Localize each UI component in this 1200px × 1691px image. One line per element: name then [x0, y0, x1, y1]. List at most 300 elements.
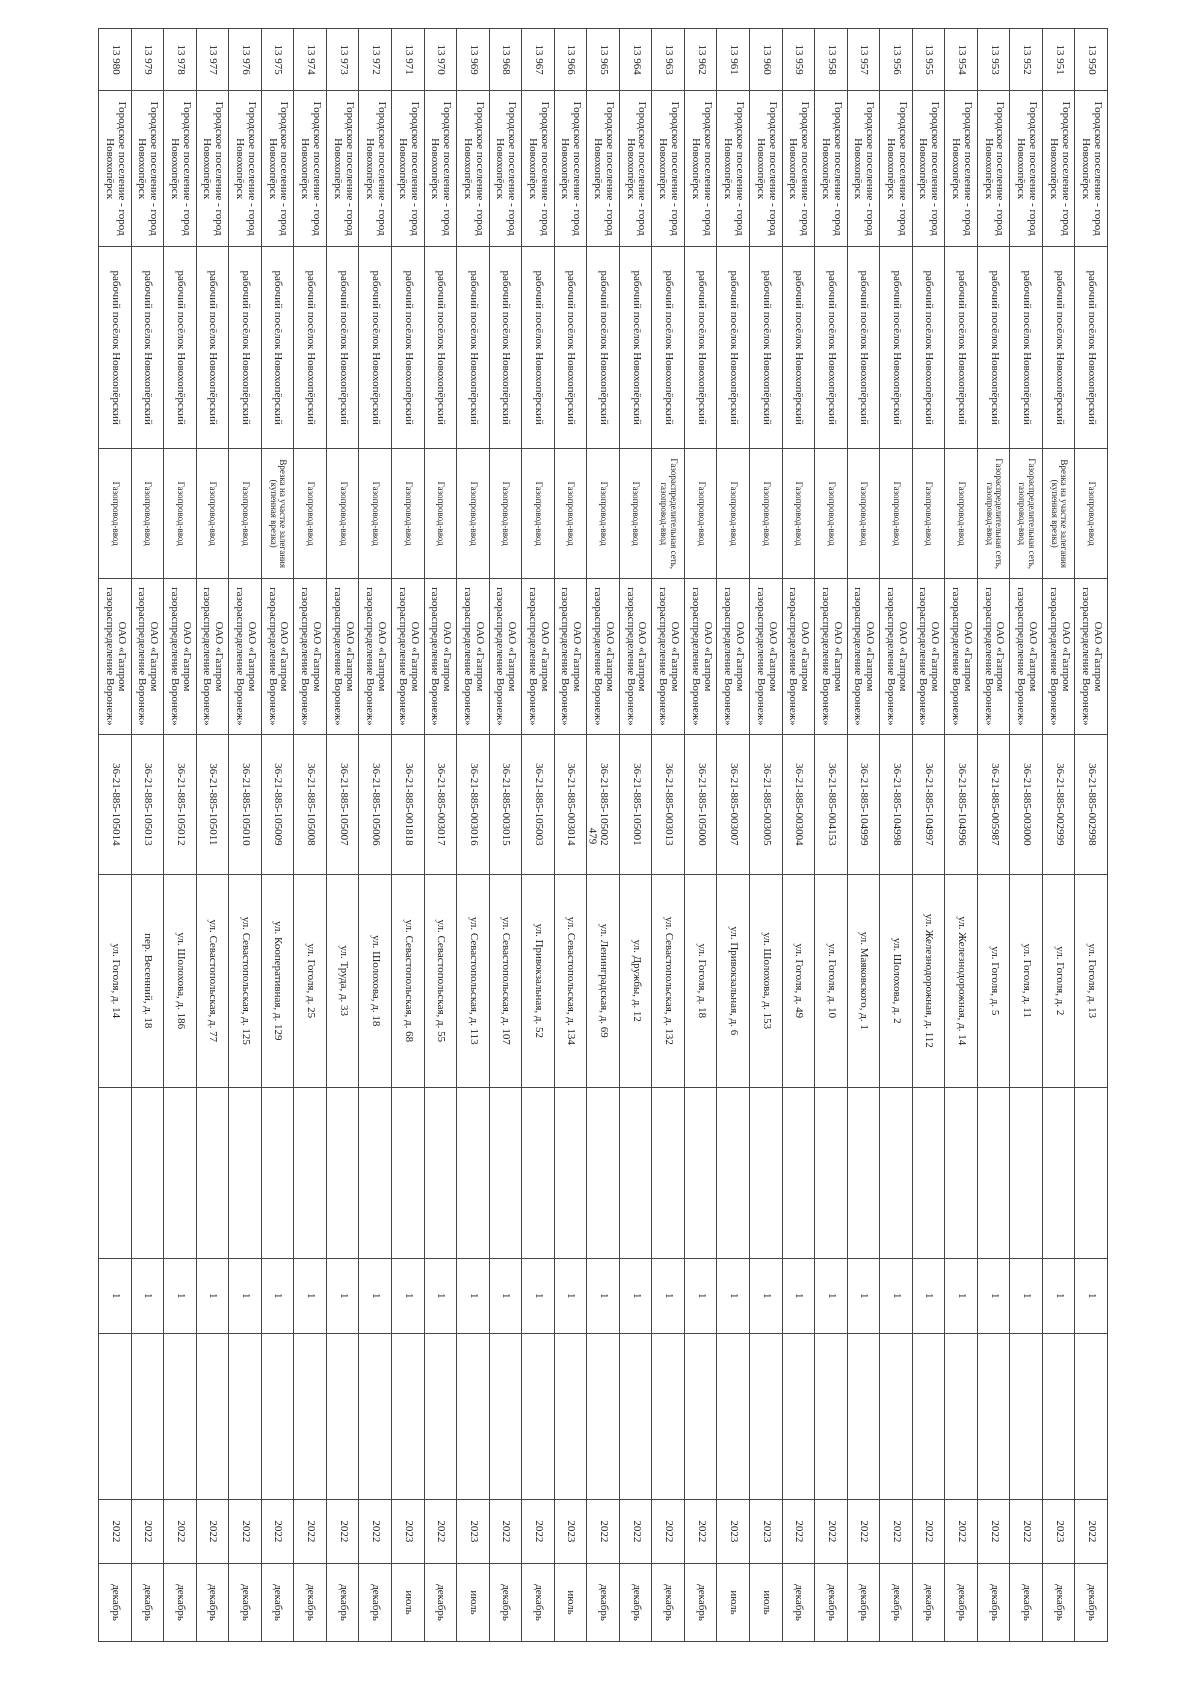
- empty-cell-1: [164, 1087, 197, 1258]
- address-cell: ул. Гоголя, д. 14: [99, 874, 132, 1087]
- settlement-cell: Городское поселение - город Новохопёрск: [782, 91, 815, 247]
- row-number: 13 974: [294, 29, 327, 91]
- table-row: [164, 29, 197, 1642]
- month-cell: декабрь: [782, 1564, 815, 1642]
- settlement-cell: Городское поселение - город Новохопёрск: [587, 91, 620, 247]
- table-row: [294, 29, 327, 1642]
- year-cell: 2023: [554, 1499, 587, 1563]
- locality-cell: рабочий посёлок Новохопёрский: [815, 246, 848, 448]
- row-number: 13 955: [912, 29, 945, 91]
- address-cell: ул. Гоголя, д. 2: [1042, 874, 1075, 1087]
- object-type-cell: Газопровод-ввод: [587, 449, 620, 579]
- table-row: [619, 29, 652, 1642]
- address-cell: ул. Гоголя, д. 5: [977, 874, 1010, 1087]
- table-row: [99, 29, 132, 1642]
- table-row: [815, 29, 848, 1642]
- row-number: 13 967: [522, 29, 555, 91]
- object-type-cell: Газопровод-ввод: [326, 449, 359, 579]
- address-cell: ул. Шолохова, д. 153: [749, 874, 782, 1087]
- address-cell: ул. Гоголя, д. 18: [684, 874, 717, 1087]
- month-cell: декабрь: [326, 1564, 359, 1642]
- empty-cell-2: [977, 1333, 1010, 1499]
- empty-cell-1: [196, 1087, 229, 1258]
- quantity-cell: 1: [294, 1258, 327, 1333]
- object-code-cell: 36-21-885-105013: [131, 734, 164, 874]
- row-number: 13 959: [782, 29, 815, 91]
- locality-cell: рабочий посёлок Новохопёрский: [782, 246, 815, 448]
- locality-cell: рабочий посёлок Новохопёрский: [652, 246, 685, 448]
- settlement-cell: Городское поселение - город Новохопёрск: [1010, 91, 1043, 247]
- year-cell: 2022: [652, 1499, 685, 1563]
- object-type-cell: Газопровод-ввод: [684, 449, 717, 579]
- month-cell: декабрь: [815, 1564, 848, 1642]
- year-cell: 2022: [294, 1499, 327, 1563]
- settlement-cell: Городское поселение - город Новохопёрск: [749, 91, 782, 247]
- empty-cell-2: [99, 1333, 132, 1499]
- object-type-cell: Газопровод-ввод: [749, 449, 782, 579]
- row-number: 13 961: [717, 29, 750, 91]
- table-row: [652, 29, 685, 1642]
- locality-cell: рабочий посёлок Новохопёрский: [587, 246, 620, 448]
- month-cell: декабрь: [359, 1564, 392, 1642]
- owner-cell: ОАО «Газпром газораспределение Воронеж»: [619, 579, 652, 735]
- row-number: 13 965: [587, 29, 620, 91]
- address-cell: ул. Труда, д. 33: [326, 874, 359, 1087]
- table-row: [912, 29, 945, 1642]
- row-number: 13 954: [945, 29, 978, 91]
- row-number: 13 976: [229, 29, 262, 91]
- table-row: [1075, 29, 1108, 1642]
- empty-cell-1: [587, 1087, 620, 1258]
- object-type-cell: Газопровод-ввод: [815, 449, 848, 579]
- quantity-cell: 1: [457, 1258, 490, 1333]
- table-row: [587, 29, 620, 1642]
- month-cell: декабрь: [1042, 1564, 1075, 1642]
- quantity-cell: 1: [196, 1258, 229, 1333]
- row-number: 13 963: [652, 29, 685, 91]
- owner-cell: ОАО «Газпром газораспределение Воронеж»: [782, 579, 815, 735]
- quantity-cell: 1: [489, 1258, 522, 1333]
- table-row: [261, 29, 294, 1642]
- month-cell: июль: [749, 1564, 782, 1642]
- owner-cell: ОАО «Газпром газораспределение Воронеж»: [359, 579, 392, 735]
- locality-cell: рабочий посёлок Новохопёрский: [131, 246, 164, 448]
- settlement-cell: Городское поселение - город Новохопёрск: [489, 91, 522, 247]
- locality-cell: рабочий посёлок Новохопёрский: [1010, 246, 1043, 448]
- settlement-cell: Городское поселение - город Новохопёрск: [880, 91, 913, 247]
- year-cell: 2022: [522, 1499, 555, 1563]
- settlement-cell: Городское поселение - город Новохопёрск: [164, 91, 197, 247]
- owner-cell: ОАО «Газпром газораспределение Воронеж»: [522, 579, 555, 735]
- empty-cell-2: [424, 1333, 457, 1499]
- month-cell: декабрь: [229, 1564, 262, 1642]
- empty-cell-2: [749, 1333, 782, 1499]
- month-cell: декабрь: [1010, 1564, 1043, 1642]
- object-type-cell: Газопровод-ввод: [131, 449, 164, 579]
- year-cell: 2022: [945, 1499, 978, 1563]
- quantity-cell: 1: [880, 1258, 913, 1333]
- empty-cell-1: [1010, 1087, 1043, 1258]
- object-type-cell: Газопровод-ввод: [945, 449, 978, 579]
- object-type-cell: Врезка на участке залегания (купенная врезка): [1042, 449, 1075, 579]
- owner-cell: ОАО «Газпром газораспределение Воронеж»: [99, 579, 132, 735]
- address-cell: ул. Севастопольская, д. 107: [489, 874, 522, 1087]
- quantity-cell: 1: [554, 1258, 587, 1333]
- owner-cell: ОАО «Газпром газораспределение Воронеж»: [391, 579, 424, 735]
- row-number: 13 971: [391, 29, 424, 91]
- registry-table: [98, 28, 1108, 1642]
- locality-cell: рабочий посёлок Новохопёрский: [619, 246, 652, 448]
- object-code-cell: 36-21-885-105010: [229, 734, 262, 874]
- quantity-cell: 1: [359, 1258, 392, 1333]
- locality-cell: рабочий посёлок Новохопёрский: [880, 246, 913, 448]
- empty-cell-2: [164, 1333, 197, 1499]
- settlement-cell: Городское поселение - город Новохопёрск: [424, 91, 457, 247]
- month-cell: декабрь: [587, 1564, 620, 1642]
- year-cell: 2022: [684, 1499, 717, 1563]
- empty-cell-2: [945, 1333, 978, 1499]
- month-cell: декабрь: [131, 1564, 164, 1642]
- object-code-cell: 36-21-885-105012: [164, 734, 197, 874]
- address-cell: ул. Гоголя, д. 49: [782, 874, 815, 1087]
- object-type-cell: Газопровод-ввод: [847, 449, 880, 579]
- quantity-cell: 1: [261, 1258, 294, 1333]
- owner-cell: ОАО «Газпром газораспределение Воронеж»: [880, 579, 913, 735]
- settlement-cell: Городское поселение - город Новохопёрск: [652, 91, 685, 247]
- object-type-cell: Газопровод-ввод: [359, 449, 392, 579]
- owner-cell: ОАО «Газпром газораспределение Воронеж»: [131, 579, 164, 735]
- empty-cell-1: [749, 1087, 782, 1258]
- object-code-cell: 36-21-885-003017: [424, 734, 457, 874]
- locality-cell: рабочий посёлок Новохопёрский: [684, 246, 717, 448]
- owner-cell: ОАО «Газпром газораспределение Воронеж»: [1010, 579, 1043, 735]
- settlement-cell: Городское поселение - город Новохопёрск: [522, 91, 555, 247]
- address-cell: ул. Привокзальная, д. 52: [522, 874, 555, 1087]
- empty-cell-1: [880, 1087, 913, 1258]
- table-row: [1010, 29, 1043, 1642]
- address-cell: ул. Гоголя, д. 11: [1010, 874, 1043, 1087]
- empty-cell-2: [391, 1333, 424, 1499]
- owner-cell: ОАО «Газпром газораспределение Воронеж»: [1042, 579, 1075, 735]
- table-row: [424, 29, 457, 1642]
- object-code-cell: 36-21-885-105014: [99, 734, 132, 874]
- year-cell: 2023: [1042, 1499, 1075, 1563]
- row-number: 13 958: [815, 29, 848, 91]
- address-cell: ул. Севастопольская, д. 55: [424, 874, 457, 1087]
- quantity-cell: 1: [229, 1258, 262, 1333]
- quantity-cell: 1: [782, 1258, 815, 1333]
- settlement-cell: Городское поселение - город Новохопёрск: [684, 91, 717, 247]
- empty-cell-2: [684, 1333, 717, 1499]
- year-cell: 2022: [131, 1499, 164, 1563]
- owner-cell: ОАО «Газпром газораспределение Воронеж»: [489, 579, 522, 735]
- address-cell: ул. Железнодорожная, д. 112: [912, 874, 945, 1087]
- empty-cell-1: [717, 1087, 750, 1258]
- object-code-cell: 36-21-885-003015: [489, 734, 522, 874]
- table-row: [977, 29, 1010, 1642]
- object-type-cell: Газопровод-ввод: [619, 449, 652, 579]
- object-code-cell: 36-21-885-003007: [717, 734, 750, 874]
- locality-cell: рабочий посёлок Новохопёрский: [749, 246, 782, 448]
- quantity-cell: 1: [326, 1258, 359, 1333]
- year-cell: 2022: [359, 1499, 392, 1563]
- object-code-cell: 36-21-885-105002: [587, 734, 620, 874]
- quantity-cell: 1: [652, 1258, 685, 1333]
- table-row: [457, 29, 490, 1642]
- object-type-cell: Газопровод-ввод: [457, 449, 490, 579]
- empty-cell-1: [1042, 1087, 1075, 1258]
- empty-cell-2: [522, 1333, 555, 1499]
- object-type-cell: Газопровод-ввод: [880, 449, 913, 579]
- address-cell: ул. Шолохова, д. 2: [880, 874, 913, 1087]
- settlement-cell: Городское поселение - город Новохопёрск: [847, 91, 880, 247]
- quantity-cell: 1: [977, 1258, 1010, 1333]
- settlement-cell: Городское поселение - город Новохопёрск: [619, 91, 652, 247]
- year-cell: 2022: [489, 1499, 522, 1563]
- row-number: 13 952: [1010, 29, 1043, 91]
- table-row: [880, 29, 913, 1642]
- row-number: 13 979: [131, 29, 164, 91]
- table-row: [229, 29, 262, 1642]
- locality-cell: рабочий посёлок Новохопёрский: [1042, 246, 1075, 448]
- year-cell: 2023: [457, 1499, 490, 1563]
- owner-cell: ОАО «Газпром газораспределение Воронеж»: [815, 579, 848, 735]
- locality-cell: рабочий посёлок Новохопёрский: [489, 246, 522, 448]
- empty-cell-2: [554, 1333, 587, 1499]
- page-number: 479: [586, 827, 599, 845]
- owner-cell: ОАО «Газпром газораспределение Воронеж»: [945, 579, 978, 735]
- empty-cell-2: [815, 1333, 848, 1499]
- owner-cell: ОАО «Газпром газораспределение Воронеж»: [457, 579, 490, 735]
- quantity-cell: 1: [749, 1258, 782, 1333]
- object-type-cell: Газопровод-ввод: [294, 449, 327, 579]
- row-number: 13 951: [1042, 29, 1075, 91]
- empty-cell-1: [131, 1087, 164, 1258]
- year-cell: 2022: [587, 1499, 620, 1563]
- locality-cell: рабочий посёлок Новохопёрский: [391, 246, 424, 448]
- locality-cell: рабочий посёлок Новохопёрский: [229, 246, 262, 448]
- month-cell: декабрь: [424, 1564, 457, 1642]
- month-cell: декабрь: [489, 1564, 522, 1642]
- empty-cell-1: [359, 1087, 392, 1258]
- object-type-cell: Газопровод-ввод: [424, 449, 457, 579]
- locality-cell: рабочий посёлок Новохопёрский: [261, 246, 294, 448]
- row-number: 13 956: [880, 29, 913, 91]
- empty-cell-1: [229, 1087, 262, 1258]
- month-cell: июль: [457, 1564, 490, 1642]
- object-code-cell: 36-21-885-003013: [652, 734, 685, 874]
- address-cell: ул. Железнодорожная, д. 14: [945, 874, 978, 1087]
- empty-cell-1: [782, 1087, 815, 1258]
- locality-cell: рабочий посёлок Новохопёрский: [424, 246, 457, 448]
- object-code-cell: 36-21-885-003004: [782, 734, 815, 874]
- table-row: [489, 29, 522, 1642]
- object-type-cell: Газораспределительная сеть, газопровод-ввод: [977, 449, 1010, 579]
- object-code-cell: 36-21-885-105009: [261, 734, 294, 874]
- owner-cell: ОАО «Газпром газораспределение Воронеж»: [717, 579, 750, 735]
- year-cell: 2022: [815, 1499, 848, 1563]
- object-code-cell: 36-21-885-105000: [684, 734, 717, 874]
- settlement-cell: Городское поселение - город Новохопёрск: [391, 91, 424, 247]
- locality-cell: рабочий посёлок Новохопёрский: [294, 246, 327, 448]
- object-type-cell: Газопровод-ввод: [99, 449, 132, 579]
- year-cell: 2022: [326, 1499, 359, 1563]
- year-cell: 2023: [391, 1499, 424, 1563]
- locality-cell: рабочий посёлок Новохопёрский: [522, 246, 555, 448]
- empty-cell-2: [294, 1333, 327, 1499]
- object-code-cell: 36-21-885-002998: [1075, 734, 1108, 874]
- month-cell: декабрь: [619, 1564, 652, 1642]
- settlement-cell: Городское поселение - город Новохопёрск: [294, 91, 327, 247]
- table-row: [196, 29, 229, 1642]
- owner-cell: ОАО «Газпром газораспределение Воронеж»: [749, 579, 782, 735]
- empty-cell-2: [587, 1333, 620, 1499]
- settlement-cell: Городское поселение - город Новохопёрск: [977, 91, 1010, 247]
- empty-cell-1: [847, 1087, 880, 1258]
- table-row: [326, 29, 359, 1642]
- row-number: 13 969: [457, 29, 490, 91]
- year-cell: 2022: [977, 1499, 1010, 1563]
- quantity-cell: 1: [131, 1258, 164, 1333]
- year-cell: 2022: [880, 1499, 913, 1563]
- settlement-cell: Городское поселение - город Новохопёрск: [99, 91, 132, 247]
- empty-cell-1: [294, 1087, 327, 1258]
- object-type-cell: Газопровод-ввод: [391, 449, 424, 579]
- row-number: 13 960: [749, 29, 782, 91]
- quantity-cell: 1: [391, 1258, 424, 1333]
- empty-cell-2: [1075, 1333, 1108, 1499]
- row-number: 13 950: [1075, 29, 1108, 91]
- settlement-cell: Городское поселение - город Новохопёрск: [1042, 91, 1075, 247]
- year-cell: 2022: [782, 1499, 815, 1563]
- month-cell: декабрь: [164, 1564, 197, 1642]
- table-row: [847, 29, 880, 1642]
- object-type-cell: Газопровод-ввод: [717, 449, 750, 579]
- month-cell: июль: [717, 1564, 750, 1642]
- object-code-cell: 36-21-885-003000: [1010, 734, 1043, 874]
- object-type-cell: Газопровод-ввод: [164, 449, 197, 579]
- owner-cell: ОАО «Газпром газораспределение Воронеж»: [912, 579, 945, 735]
- object-type-cell: Газопровод-ввод: [554, 449, 587, 579]
- address-cell: ул. Севастопольская, д. 125: [229, 874, 262, 1087]
- table-row: [684, 29, 717, 1642]
- empty-cell-1: [326, 1087, 359, 1258]
- object-code-cell: 36-21-885-001818: [391, 734, 424, 874]
- table-row: [391, 29, 424, 1642]
- address-cell: ул. Гоголя, д. 13: [1075, 874, 1108, 1087]
- quantity-cell: 1: [522, 1258, 555, 1333]
- quantity-cell: 1: [945, 1258, 978, 1333]
- month-cell: декабрь: [261, 1564, 294, 1642]
- address-cell: ул. Севастопольская, д. 68: [391, 874, 424, 1087]
- month-cell: июль: [554, 1564, 587, 1642]
- empty-cell-2: [196, 1333, 229, 1499]
- locality-cell: рабочий посёлок Новохопёрский: [196, 246, 229, 448]
- address-cell: ул. Привокзальная, д. 6: [717, 874, 750, 1087]
- settlement-cell: Городское поселение - город Новохопёрск: [196, 91, 229, 247]
- object-type-cell: Газораспределительная сеть, газопровод-ввод: [1010, 449, 1043, 579]
- settlement-cell: Городское поселение - город Новохопёрск: [326, 91, 359, 247]
- object-type-cell: Газопровод-ввод: [782, 449, 815, 579]
- row-number: 13 977: [196, 29, 229, 91]
- empty-cell-1: [554, 1087, 587, 1258]
- locality-cell: рабочий посёлок Новохопёрский: [457, 246, 490, 448]
- row-number: 13 980: [99, 29, 132, 91]
- year-cell: 2022: [1075, 1499, 1108, 1563]
- empty-cell-1: [261, 1087, 294, 1258]
- settlement-cell: Городское поселение - город Новохопёрск: [261, 91, 294, 247]
- owner-cell: ОАО «Газпром газораспределение Воронеж»: [1075, 579, 1108, 735]
- owner-cell: ОАО «Газпром газораспределение Воронеж»: [196, 579, 229, 735]
- locality-cell: рабочий посёлок Новохопёрский: [945, 246, 978, 448]
- locality-cell: рабочий посёлок Новохопёрский: [164, 246, 197, 448]
- address-cell: ул. Севастопольская, д. 77: [196, 874, 229, 1087]
- settlement-cell: Городское поселение - город Новохопёрск: [1075, 91, 1108, 247]
- locality-cell: рабочий посёлок Новохопёрский: [847, 246, 880, 448]
- quantity-cell: 1: [717, 1258, 750, 1333]
- month-cell: июль: [391, 1564, 424, 1642]
- object-code-cell: 36-21-885-003016: [457, 734, 490, 874]
- object-code-cell: 36-21-885-003005: [749, 734, 782, 874]
- row-number: 13 966: [554, 29, 587, 91]
- object-code-cell: 36-21-885-003014: [554, 734, 587, 874]
- locality-cell: рабочий посёлок Новохопёрский: [359, 246, 392, 448]
- empty-cell-2: [457, 1333, 490, 1499]
- object-code-cell: 36-21-885-105008: [294, 734, 327, 874]
- settlement-cell: Городское поселение - город Новохопёрск: [131, 91, 164, 247]
- empty-cell-1: [912, 1087, 945, 1258]
- year-cell: 2022: [424, 1499, 457, 1563]
- object-code-cell: 36-21-885-005987: [977, 734, 1010, 874]
- empty-cell-1: [1075, 1087, 1108, 1258]
- empty-cell-2: [229, 1333, 262, 1499]
- year-cell: 2023: [749, 1499, 782, 1563]
- owner-cell: ОАО «Газпром газораспределение Воронеж»: [652, 579, 685, 735]
- empty-cell-2: [847, 1333, 880, 1499]
- settlement-cell: Городское поселение - город Новохопёрск: [457, 91, 490, 247]
- empty-cell-2: [782, 1333, 815, 1499]
- row-number: 13 962: [684, 29, 717, 91]
- locality-cell: рабочий посёлок Новохопёрский: [912, 246, 945, 448]
- object-type-cell: Газопровод-ввод: [196, 449, 229, 579]
- locality-cell: рабочий посёлок Новохопёрский: [977, 246, 1010, 448]
- row-number: 13 975: [261, 29, 294, 91]
- year-cell: 2022: [229, 1499, 262, 1563]
- row-number: 13 968: [489, 29, 522, 91]
- year-cell: 2022: [847, 1499, 880, 1563]
- empty-cell-1: [522, 1087, 555, 1258]
- table-row: [554, 29, 587, 1642]
- settlement-cell: Городское поселение - город Новохопёрск: [229, 91, 262, 247]
- object-type-cell: Газопровод-ввод: [489, 449, 522, 579]
- month-cell: декабрь: [880, 1564, 913, 1642]
- quantity-cell: 1: [815, 1258, 848, 1333]
- address-cell: пер. Весенний, д. 18: [131, 874, 164, 1087]
- object-type-cell: Газопровод-ввод: [912, 449, 945, 579]
- table-row: [717, 29, 750, 1642]
- year-cell: 2022: [1010, 1499, 1043, 1563]
- month-cell: декабрь: [652, 1564, 685, 1642]
- row-number: 13 953: [977, 29, 1010, 91]
- address-cell: ул. Севастопольская, д. 113: [457, 874, 490, 1087]
- quantity-cell: 1: [619, 1258, 652, 1333]
- month-cell: декабрь: [99, 1564, 132, 1642]
- locality-cell: рабочий посёлок Новохопёрский: [554, 246, 587, 448]
- settlement-cell: Городское поселение - город Новохопёрск: [912, 91, 945, 247]
- table-row: [782, 29, 815, 1642]
- month-cell: декабрь: [847, 1564, 880, 1642]
- quantity-cell: 1: [684, 1258, 717, 1333]
